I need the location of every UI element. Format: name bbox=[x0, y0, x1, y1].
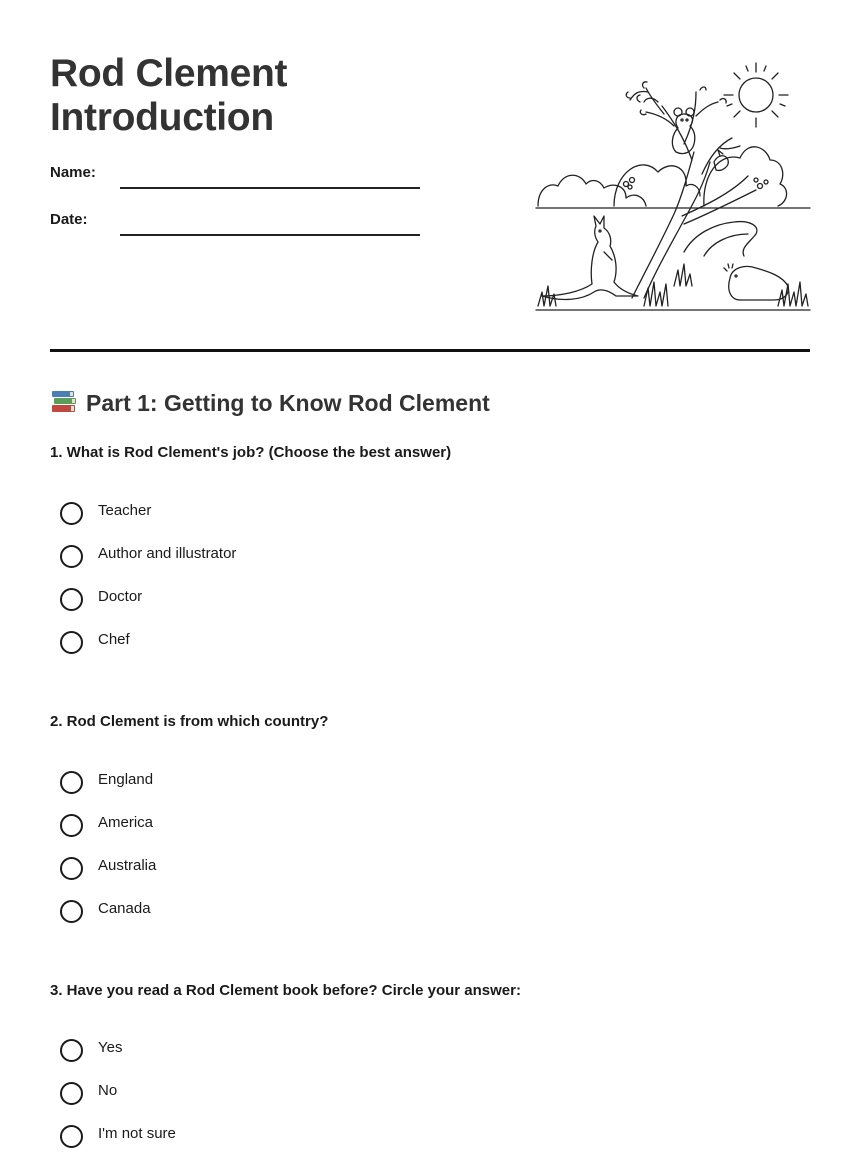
page-title bbox=[50, 52, 287, 140]
option-label: Australia bbox=[98, 857, 157, 874]
radio-circle-icon[interactable] bbox=[60, 814, 83, 837]
option-label: No bbox=[98, 1082, 118, 1099]
radio-circle-icon[interactable] bbox=[60, 771, 83, 794]
radio-circle-icon[interactable] bbox=[60, 502, 83, 525]
option-label: England bbox=[98, 771, 154, 788]
radio-circle-icon[interactable] bbox=[60, 857, 83, 880]
radio-circle-icon[interactable] bbox=[60, 588, 83, 611]
name-blank-line[interactable] bbox=[120, 187, 420, 189]
radio-circle-icon[interactable] bbox=[60, 1082, 83, 1105]
question-2 bbox=[50, 711, 810, 917]
date-blank-line[interactable] bbox=[120, 234, 420, 236]
question-1 bbox=[50, 442, 810, 648]
wombat-icon bbox=[724, 264, 788, 300]
date-field[interactable] bbox=[50, 207, 420, 237]
option-label: Author and illustrator bbox=[98, 545, 237, 562]
section-title bbox=[50, 386, 490, 420]
header-divider bbox=[50, 349, 810, 352]
koala-icon bbox=[672, 108, 694, 154]
option-label: Yes bbox=[98, 1039, 123, 1056]
radio-circle-icon[interactable] bbox=[60, 545, 83, 568]
option-label: Doctor bbox=[98, 588, 143, 605]
option-label: Chef bbox=[98, 631, 130, 648]
radio-circle-icon[interactable] bbox=[60, 1125, 83, 1148]
option-label: America bbox=[98, 814, 154, 831]
option-label: I'm not sure bbox=[98, 1125, 176, 1142]
australian-landscape-illustration bbox=[534, 56, 812, 314]
section-title-text: Part 1: Getting to Know Rod Clement bbox=[86, 390, 490, 416]
option-label: Canada bbox=[98, 900, 151, 917]
radio-circle-icon[interactable] bbox=[60, 900, 83, 923]
title-line-1: Rod Clement bbox=[50, 52, 288, 95]
books-icon bbox=[50, 389, 78, 415]
name-label: Name: bbox=[50, 164, 96, 181]
question-3 bbox=[50, 980, 810, 1142]
question-text: 2. Rod Clement is from which country? bbox=[50, 713, 329, 730]
title-line-2: Introduction bbox=[50, 96, 274, 139]
question-text: 1. What is Rod Clement's job? (Choose the best answer) bbox=[50, 444, 452, 461]
worksheet-header bbox=[50, 0, 810, 352]
name-field[interactable] bbox=[50, 160, 420, 190]
radio-circle-icon[interactable] bbox=[60, 631, 83, 654]
radio-circle-icon[interactable] bbox=[60, 1039, 83, 1062]
date-label: Date: bbox=[50, 211, 88, 228]
kangaroo-icon bbox=[542, 216, 638, 299]
worksheet-page bbox=[50, 0, 810, 1142]
option-label: Teacher bbox=[98, 502, 152, 519]
sun-icon bbox=[724, 63, 788, 127]
question-text: 3. Have you read a Rod Clement book before? Circle your answer: bbox=[50, 982, 521, 999]
